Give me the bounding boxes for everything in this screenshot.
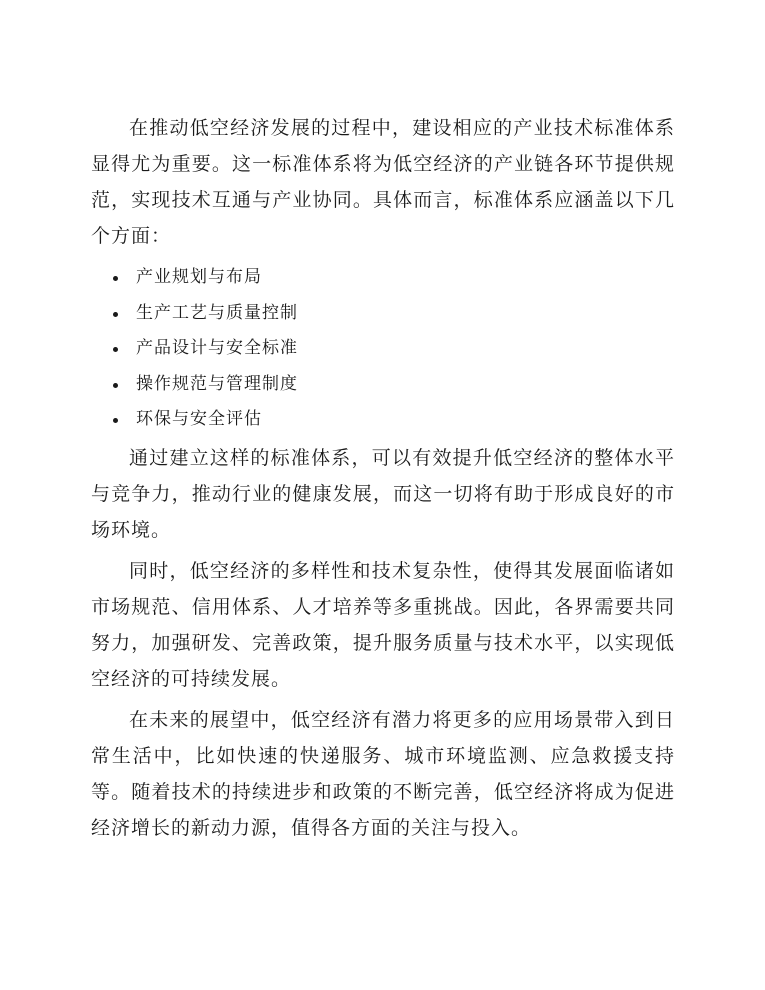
- list-item-text: 操作规范与管理制度: [136, 373, 298, 394]
- document-page: [91, 110, 675, 846]
- bullet-dot-icon: [113, 418, 118, 423]
- list-item: [91, 367, 675, 403]
- bullet-dot-icon: [113, 276, 118, 281]
- conclusion-paragraph: 通过建立这样的标准体系，可以有效提升低空经济的整体水平与竞争力，推动行业的健康发展，而这一切将有助于形成良好的市场环境。: [91, 446, 675, 541]
- list-item-text: 环保与安全评估: [136, 409, 262, 429]
- bullet-dot-icon: [113, 347, 118, 352]
- bullet-dot-icon: [113, 383, 118, 388]
- list-item: [91, 260, 675, 296]
- intro-paragraph: 在推动低空经济发展的过程中，建设相应的产业技术标准体系显得尤为重要。这一标准体系将为低空经济的产业链各环节提供规范，实现技术互通与产业协同。具体而言，标准体系应涵盖以下几个方面：: [91, 117, 675, 247]
- bullet-dot-icon: [113, 312, 118, 317]
- list-item-text: 生产工艺与质量控制: [136, 302, 298, 323]
- list-item-text: 产业规划与布局: [136, 267, 262, 287]
- list-item: [91, 296, 675, 332]
- challenges-paragraph: 同时，低空经济的多样性和技术复杂性，使得其发展面临诸如市场规范、信用体系、人才培养等多重挑战。因此，各界需要共同努力，加强研发、完善政策，提升服务质量与技术水平，以实现低空经济的可持续发展。: [91, 559, 675, 690]
- list-item: [91, 331, 675, 367]
- outlook-paragraph: 在未来的展望中，低空经济有潜力将更多的应用场景带入到日常生活中，比如快速的快递服务、城市环境监测、应急救援支持等。随着技术的持续进步和政策的不断完善，低空经济将成为促进经济增长的新动力源，值得各方面的关注与投入。: [91, 708, 675, 839]
- standards-list: [91, 260, 675, 438]
- list-item: [91, 402, 675, 438]
- list-item-text: 产品设计与安全标准: [136, 338, 298, 358]
